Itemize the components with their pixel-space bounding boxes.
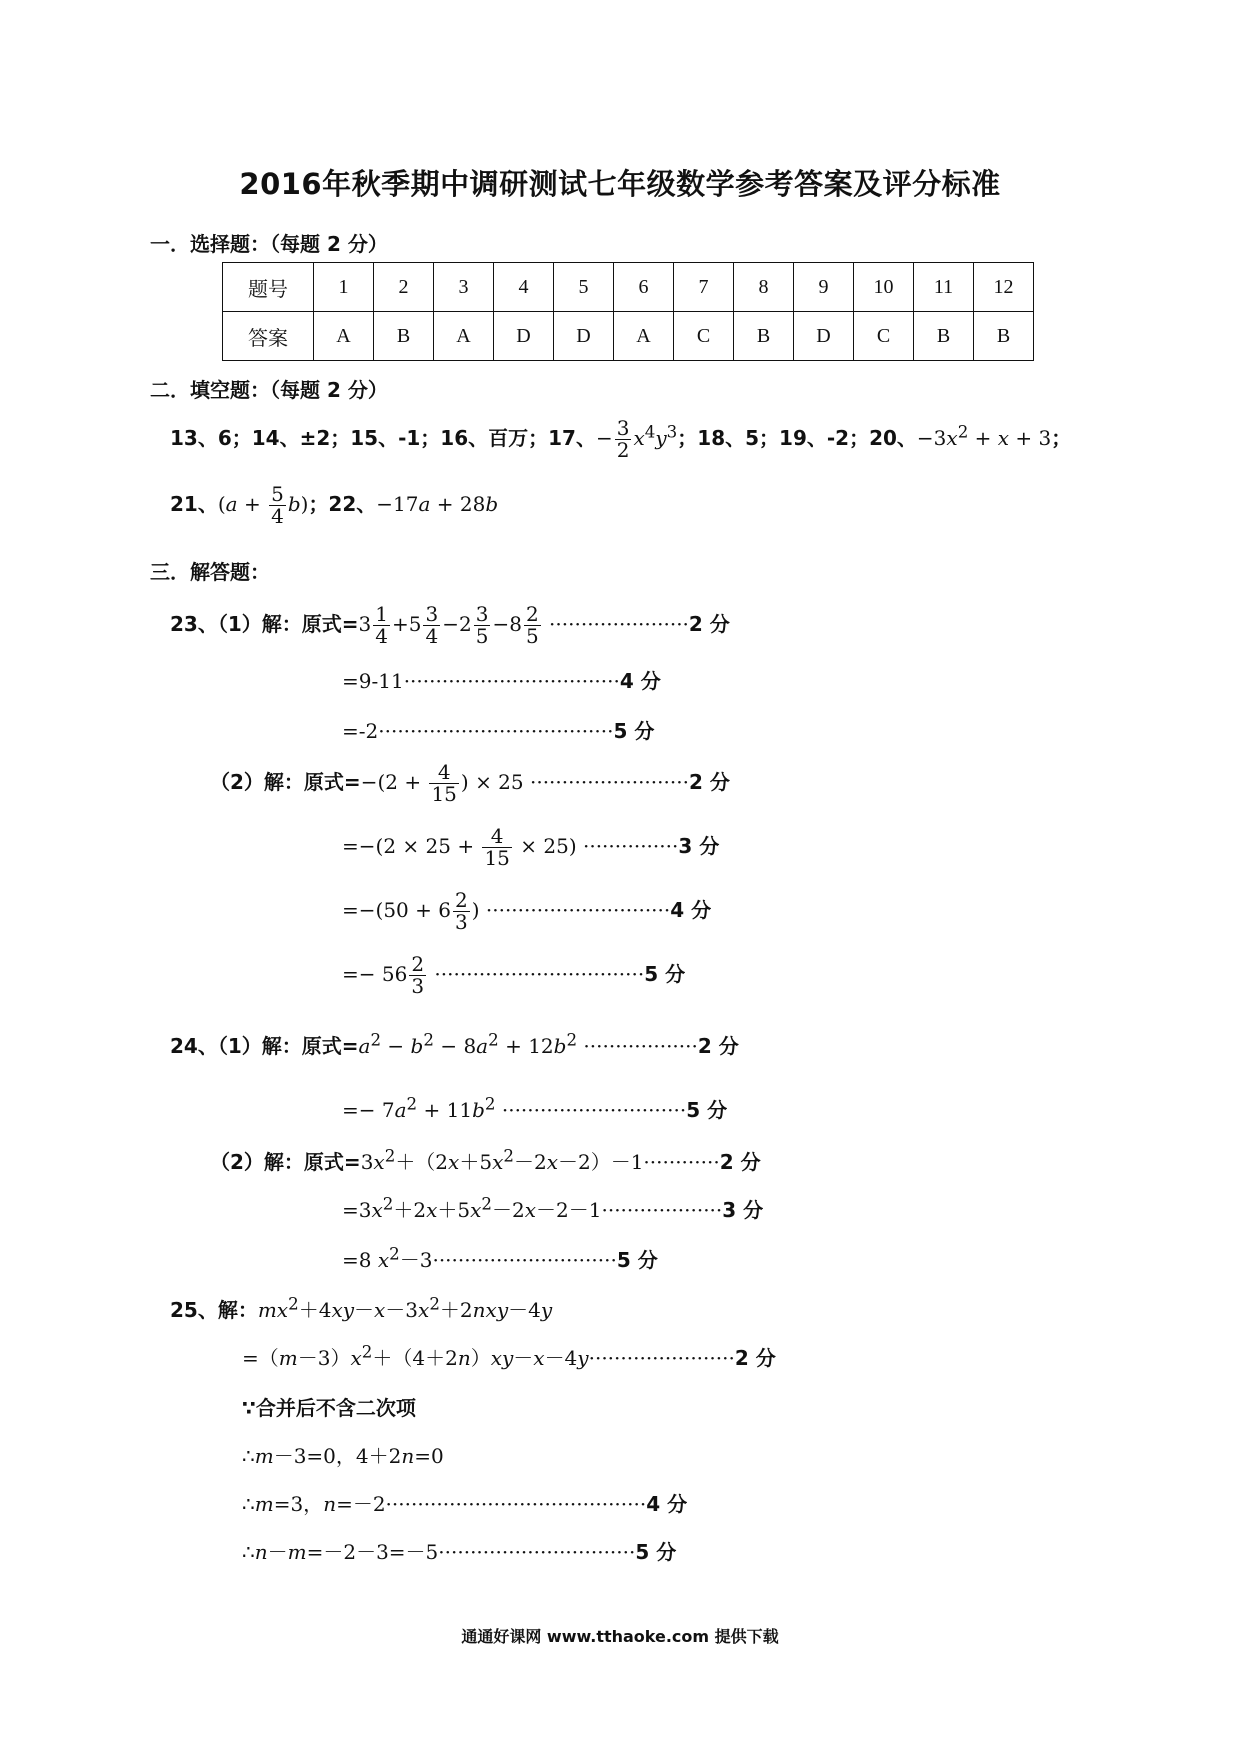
- page-title: 2016年秋季期中调研测试七年级数学参考答案及评分标准: [239, 167, 1001, 201]
- table-row: [223, 263, 1034, 312]
- table-cell: 2: [374, 263, 434, 312]
- table-cell: 5: [554, 263, 614, 312]
- q23-2-step-4: =− 56 $\frac{2}{3}$ ·································5 分: [342, 952, 686, 998]
- table-cell: D: [494, 312, 554, 361]
- table-header-answer: 答案: [223, 312, 314, 361]
- fraction: $\frac{2}{5}$: [525, 602, 539, 648]
- table-header-number: 题号: [223, 263, 314, 312]
- q25-because: ∵合并后不含二次项: [242, 1396, 416, 1420]
- fraction: $\frac{3}{5}$: [475, 602, 489, 648]
- fraction: $\frac{2}{3}$: [411, 952, 425, 998]
- fraction: $\frac{3}{2}$: [616, 416, 630, 462]
- table-cell: 4: [494, 263, 554, 312]
- q23-1-step-1: 23、（1）解：原式=3 $\frac{1}{4}$ +5 $\frac{3}{4}$ −2 $\frac{3}{5}$ −8 $\frac{2}{5}$ ······················2 分: [170, 602, 730, 648]
- q23-2-step-3: =−(50 + 6 $\frac{2}{3}$ ) ·····························4 分: [342, 888, 712, 934]
- table-cell: B: [734, 312, 794, 361]
- table-cell: 12: [974, 263, 1034, 312]
- table-cell: 10: [854, 263, 914, 312]
- q24-2-step-2: $=3x^2+2x+5x^2-2x-2-1\cdot\cdot\cdot\cdot\cdot\cdot\cdot\cdot\cdot\cdot\cdot\cdot\cdot\cdot\cdot\cdot\cdot\cdot\cdot 3$ 分: [342, 1194, 764, 1222]
- table-cell: 11: [914, 263, 974, 312]
- fraction: $\frac{4}{15}$: [484, 824, 510, 870]
- fill-answers-line-2: 21、(a + $\frac{5}{4}$ b)；22、−17a + 28b: [170, 482, 499, 528]
- section-choice-heading: 一．选择题：（每题 2 分）: [150, 232, 388, 256]
- table-cell: D: [794, 312, 854, 361]
- q24-1-step-2: =− $7a^2 + 11b^2 \cdot\cdot\cdot\cdot\cdot\cdot\cdot\cdot\cdot\cdot\cdot\cdot\cdot\cdot\cdot\cdot\cdot\cdot\cdot\cdot\cdot\cdot\cdot\cdot\cdot\cdot\cdot\cdot\cdot 5$ 分: [342, 1094, 728, 1122]
- q24-1-step-1: 24、（1）解：原式$=a^2 - b^2 - 8a^2 + 12b^2 \cdot\cdot\cdot\cdot\cdot\cdot\cdot\cdot\cdot\cdot\cdot\cdot\cdot\cdot\cdot\cdot\cdot\cdot 2$ 分: [170, 1030, 739, 1058]
- table-cell: A: [614, 312, 674, 361]
- q25-step-4: ∴n－m=－2－3=－5·······························5 分: [242, 1540, 677, 1564]
- answer-table: [222, 262, 1034, 361]
- q23-1-step-3: =-2·····································5 分: [342, 719, 655, 743]
- table-cell: 3: [434, 263, 494, 312]
- q25-step-2: ∴m－3=0，4＋2n=0: [242, 1444, 444, 1468]
- table-cell: B: [974, 312, 1034, 361]
- section-solve-heading: 三．解答题：: [150, 560, 270, 584]
- table-cell: B: [914, 312, 974, 361]
- q24-2-step-1: （2）解：原式$=3x^2+(2x+5x^2-2x-2)-1\cdot\cdot\cdot\cdot\cdot\cdot\cdot\cdot\cdot\cdot\cdot\cdot 2$ 分: [210, 1146, 761, 1174]
- fraction: $\frac{2}{3}$: [454, 888, 468, 934]
- fraction: $\frac{3}{4}$: [425, 602, 439, 648]
- q23-2-step-2: =−(2 × 25 + $\frac{4}{15}$ × 25) ···············3 分: [342, 824, 720, 870]
- table-cell: C: [854, 312, 914, 361]
- fill-answers-line-1: 13、6；14、±2；15、-1；16、百万；17、− $\frac{3}{2}$ $x^4y^3$；18、5；19、-2；20、$-3x^2 + x + 3$；: [170, 416, 1072, 462]
- table-row: [223, 312, 1034, 361]
- q24-2-step-3: =8 $x^2-3\cdot\cdot\cdot\cdot\cdot\cdot\cdot\cdot\cdot\cdot\cdot\cdot\cdot\cdot\cdot\cdot\cdot\cdot\cdot\cdot\cdot\cdot\cdot\cdot\cdot\cdot\cdot\cdot\cdot 5$ 分: [342, 1244, 658, 1272]
- table-cell: D: [554, 312, 614, 361]
- q23-2-step-1: （2）解：原式=−(2 + $\frac{4}{15}$ ) × 25 ·························2 分: [210, 760, 730, 806]
- q23-1-step-2: =9-11··································4 分: [342, 669, 661, 693]
- table-cell: 7: [674, 263, 734, 312]
- table-cell: 9: [794, 263, 854, 312]
- q25-step-3: ∴m=3，n=－2·········································4 分: [242, 1492, 688, 1516]
- q25-expression: 25、解：$mx^2+4xy-x-3x^2+2nxy-4y$: [170, 1294, 553, 1322]
- fraction: $\frac{5}{4}$: [271, 482, 284, 528]
- fraction: $\frac{4}{15}$: [431, 760, 457, 806]
- q25-step-1: $=(m-3)x^2+(4+2n)xy-x-4y\cdot\cdot\cdot\cdot\cdot\cdot\cdot\cdot\cdot\cdot\cdot\cdot\cdot\cdot\cdot\cdot\cdot\cdot\cdot\cdot\cdot\cdot\cdot 2$ 分: [242, 1342, 776, 1370]
- section-fill-heading: 二．填空题：（每题 2 分）: [150, 378, 388, 402]
- table-cell: 1: [314, 263, 374, 312]
- table-cell: 8: [734, 263, 794, 312]
- table-cell: A: [314, 312, 374, 361]
- table-cell: B: [374, 312, 434, 361]
- table-cell: 6: [614, 263, 674, 312]
- table-cell: A: [434, 312, 494, 361]
- footer-source: 通通好课网 www.tthaoke.com 提供下载: [461, 1627, 779, 1646]
- fraction: $\frac{1}{4}$: [375, 602, 388, 648]
- table-cell: C: [674, 312, 734, 361]
